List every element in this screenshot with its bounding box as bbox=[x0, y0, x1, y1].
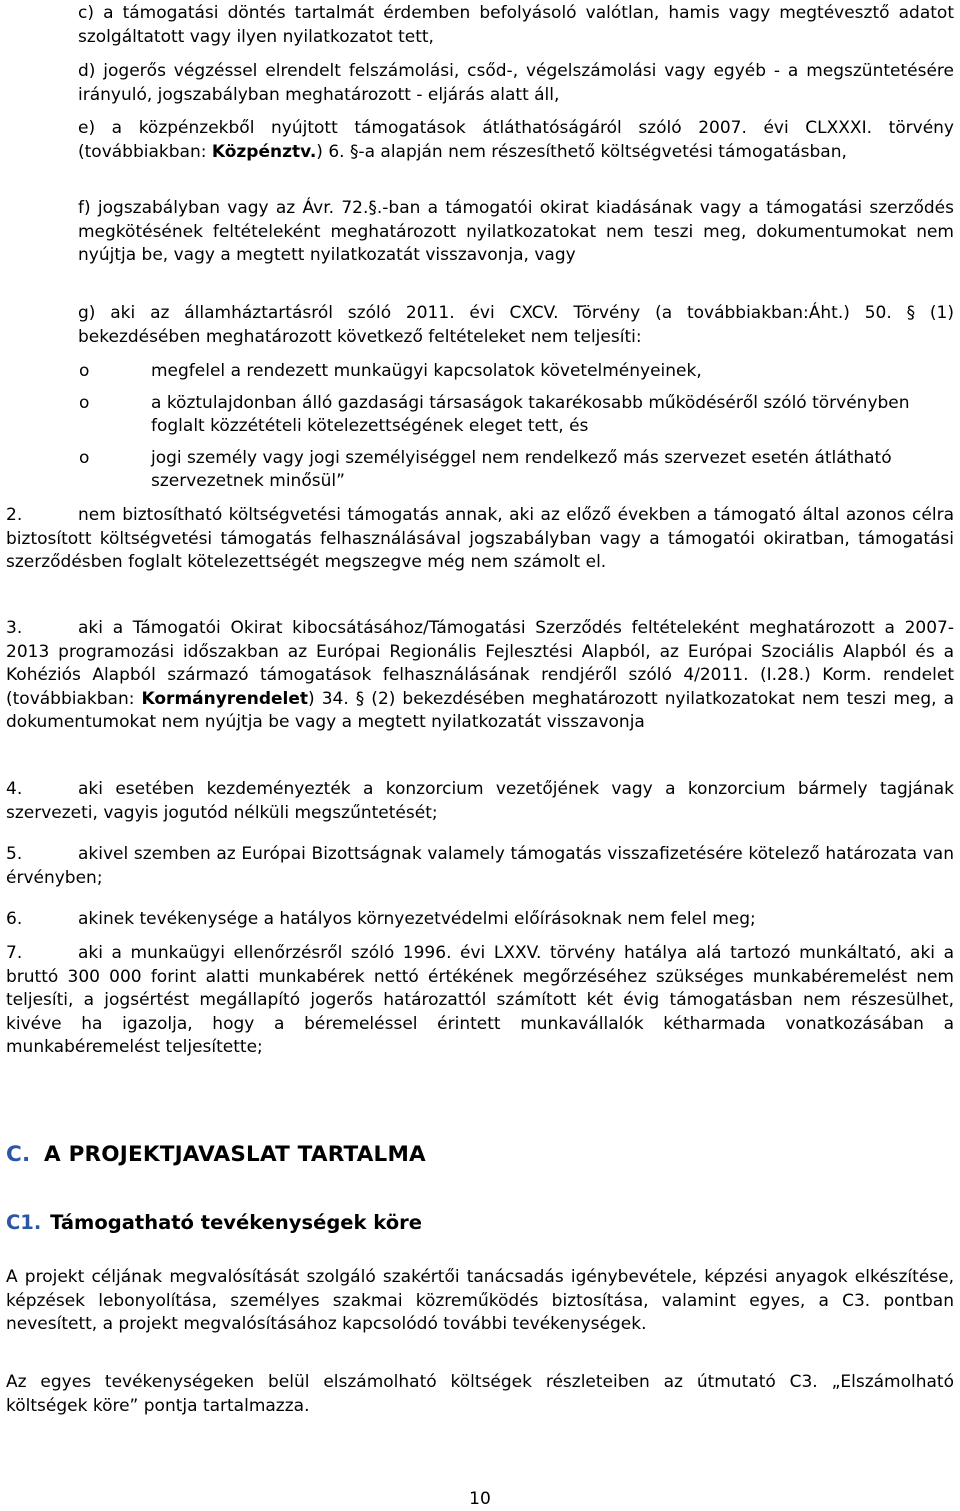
section-letter: C1. bbox=[6, 1211, 42, 1234]
bullet-item bbox=[6, 447, 954, 494]
item-d bbox=[6, 60, 954, 107]
numbered-item-6 bbox=[6, 908, 954, 932]
numbered-item-4 bbox=[6, 778, 954, 825]
bullet-text: megfelel a rendezett munkaügyi kapcsolatok követelményeinek, bbox=[151, 361, 702, 381]
item-number: 2. bbox=[6, 505, 23, 525]
numbered-item-7 bbox=[6, 942, 954, 1060]
bullet-marker: o bbox=[79, 361, 90, 381]
numbered-item-2 bbox=[6, 504, 954, 575]
item-f bbox=[6, 197, 954, 268]
paragraph-text: Az egyes tevékenységeken belül elszámolható költségek részleteiben az útmutató C3. „Elszámolható költségek köre” pontja tartalmazza. bbox=[6, 1372, 954, 1416]
item-text: aki a munkaügyi ellenőrzésről szóló 1996. évi LXXV. törvény hatálya alá tartozó munkáltató, aki a bruttó 300 000 forint alatti munkabérek nettó értékének megőrzéséhez szükséges munkabéremelést nem teljesíti, a jogsértést megállapító jogerős határozattól számított két évig támogatásban nem részesülhet, kivéve ha igazolja, hogy a béremeléssel érintett munkavállalók kétharmada vonatkozásában a munkabéremelést teljesítette; bbox=[6, 943, 954, 1058]
bullet-item bbox=[6, 392, 954, 439]
paragraph-text: A projekt céljának megvalósítását szolgáló szakértői tanácsadás igénybevétele, képzési anyagok elkészítése, képzések lebonyolítása, személyes szakmai közreműködés biztosítása, valamint egyes, a C3. pontban nevesített, a projekt megvalósításához kapcsolódó további tevékenységek. bbox=[6, 1267, 954, 1335]
item-text-after: ) 34. § (2) bekezdésében meghatározott nyilatkozatokat nem teszi meg, a dokumentumokat nem nyújtja be vagy a megtett nyilatkozatát visszavonja bbox=[6, 688, 954, 733]
item-f-text: f) jogszabályban vagy az Ávr. 72.§.-ban a támogatói okirat kiadásának vagy a támogatási szerződés megkötésének feltételeként meghatározott nyilatkozatokat nem teszi meg, dokumentumokat nem nyújtja be, vagy a megtett nyilatkozatát visszavonja, vagy bbox=[78, 198, 954, 266]
body-paragraph bbox=[6, 1371, 954, 1418]
item-number: 4. bbox=[6, 779, 23, 799]
item-e-text-before: e) a közpénzekből nyújtott támogatások átláthatóságáról szóló 2007. évi CLXXXI. törvény (továbbiakban: bbox=[78, 118, 954, 162]
item-number: 3. bbox=[6, 618, 23, 638]
section-title: A PROJEKTJAVASLAT TARTALMA bbox=[44, 1142, 426, 1167]
item-number: 6. bbox=[6, 909, 23, 929]
bullet-item bbox=[6, 360, 954, 384]
section-title: Támogatható tevékenységek köre bbox=[50, 1211, 422, 1234]
bullet-marker: o bbox=[79, 392, 90, 413]
item-e bbox=[6, 117, 954, 164]
item-d-text: d) jogerős végzéssel elrendelt felszámolási, csőd-, végelszámolási vagy egyéb - a megszüntetésére irányuló, jogszabályban meghatározott - eljárás alatt áll, bbox=[78, 61, 954, 105]
item-text: akinek tevékenysége a hatályos környezetvédelmi előírásoknak nem felel meg; bbox=[78, 909, 756, 929]
item-text: aki esetében kezdeményezték a konzorcium vezetőjének vagy a konzorcium bármely tagjának szervezeti, vagyis jogutód nélküli megszűntetését; bbox=[6, 779, 954, 823]
item-text: nem biztosítható költségvetési támogatás annak, aki az előző években a támogató által azonos célra biztosított költségvetési támogatás felhasználásával jogszabályban vagy a támogatói okiratban, támogatási szerződésben foglalt kötelezettségét megszegve még nem számolt el. bbox=[6, 505, 954, 573]
bullet-text: a köztulajdonban álló gazdasági társaságok takarékosabb működéséről szóló törvényben foglalt közzétételi kötelezettségének eleget tett, és bbox=[151, 392, 910, 437]
section-heading-c1 bbox=[6, 1211, 422, 1234]
section-heading-c bbox=[6, 1142, 426, 1167]
body-paragraph bbox=[6, 1266, 954, 1337]
item-g bbox=[6, 302, 954, 349]
item-number: 5. bbox=[6, 844, 23, 864]
numbered-item-3 bbox=[6, 617, 954, 735]
item-bold-term: Kormányrendelet bbox=[141, 688, 309, 709]
item-c bbox=[6, 2, 954, 49]
item-e-bold-term: Közpénztv. bbox=[211, 141, 317, 162]
item-g-text: g) aki az államháztartásról szóló 2011. évi CXCV. Törvény (a továbbiakban:Áht.) 50. § (1) bekezdésében meghatározott következő feltételeket nem teljesíti: bbox=[78, 303, 954, 347]
item-c-text: c) a támogatási döntés tartalmát érdemben befolyásoló valótlan, hamis vagy megtévesztő adatot szolgáltatott vagy ilyen nyilatkozatot tett, bbox=[78, 3, 954, 47]
numbered-item-5 bbox=[6, 843, 954, 890]
item-text: akivel szemben az Európai Bizottságnak valamely támogatás visszafizetésére kötelező határozata van érvényben; bbox=[6, 844, 954, 888]
bullet-marker: o bbox=[79, 447, 90, 468]
section-letter: C. bbox=[6, 1142, 31, 1167]
page-number: 10 bbox=[469, 1489, 491, 1509]
bullet-list bbox=[6, 360, 954, 494]
bullet-text: jogi személy vagy jogi személyiséggel nem rendelkező más szervezet esetén átlátható szervezetnek minősül” bbox=[151, 447, 892, 492]
item-number: 7. bbox=[6, 943, 23, 963]
item-text-before: aki a Támogatói Okirat kibocsátásához/Támogatási Szerződés feltételeként meghatározott a 2007-2013 programozási időszakban az Európai Regionális Fejlesztési Alapból, az Európai Szociális Alapból és a Kohéziós Alapból származó támogatások felhasználásának rendjéről szóló 4/2011. (I.28.) Korm. rendelet (továbbiakban: bbox=[6, 618, 954, 709]
item-e-text-after: ) 6. §-a alapján nem részesíthető költségvetési támogatásban, bbox=[316, 141, 847, 162]
